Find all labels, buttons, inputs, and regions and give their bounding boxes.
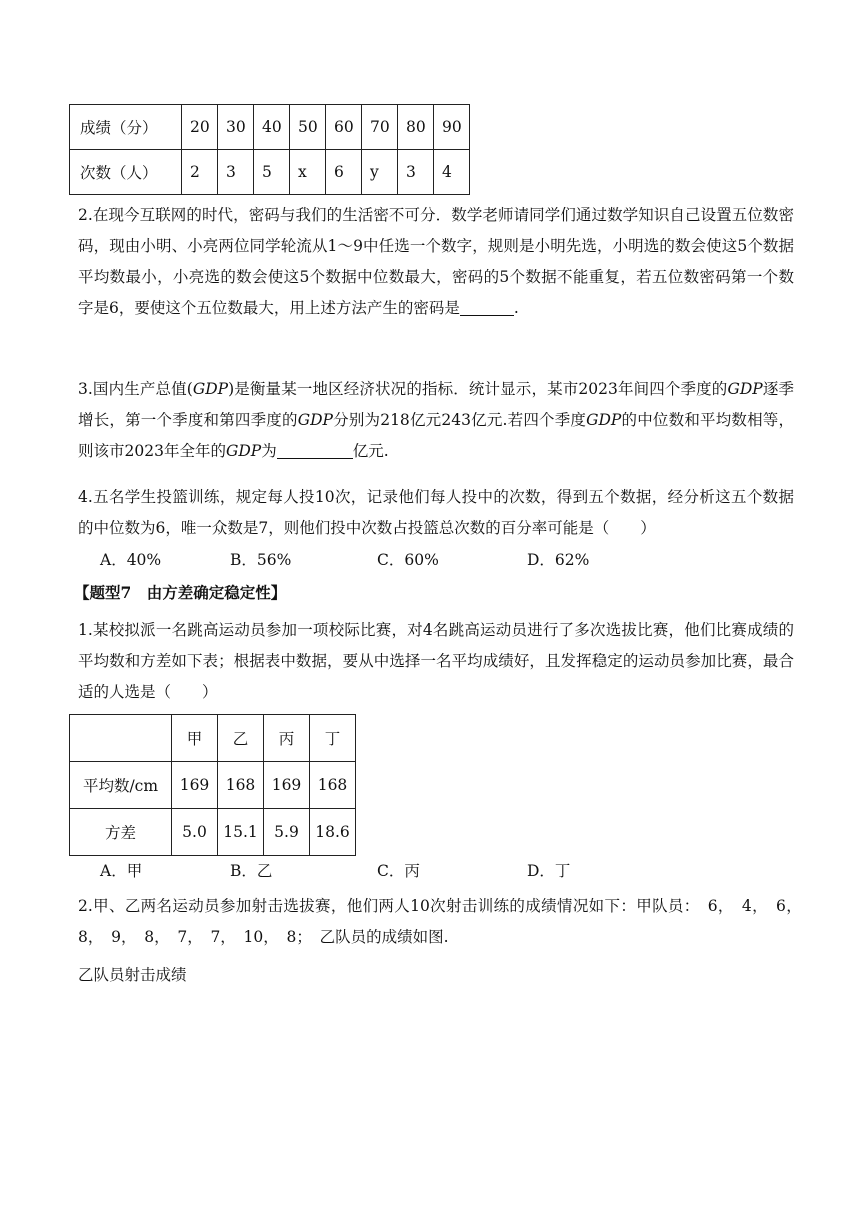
table-cell: 169 [172, 762, 218, 809]
section-heading: 【题型7 由方差确定稳定性】 [74, 583, 287, 602]
section-question-2: 2.甲、乙两名运动员参加射击选拔赛，他们两人10次射击训练的成绩情况如下：甲队员： 6， 4， 6， 8， 9， 8， 7， 7， 10， 8； 乙队员的成绩如图. [78, 897, 810, 946]
answer-blank [277, 443, 353, 460]
option-b: B．56% [230, 551, 292, 569]
table-cell: 15.1 [218, 809, 264, 856]
row-label: 平均数/cm [70, 762, 172, 809]
gdp-term: GDP [586, 411, 622, 429]
table-cell: 5.0 [172, 809, 218, 856]
table-header: 甲 [172, 715, 218, 762]
table-cell: 168 [218, 762, 264, 809]
question-2-text: 2.在现今互联网的时代，密码与我们的生活密不可分．数学老师请同学们通过数学知识自己设置五位数密码，现由小明、小亮两位同学轮流从1～9中任选一个数字，规则是小明先选，小明选的数会使这5个数据平均数最小，小亮选的数会使这5个数据中位数最大，密码的5个数据不能重复，若五位数密码第一个数字是6，要使这个五位数最大，用上述方法产生的密码是 [78, 206, 794, 317]
table-cell: 3 [398, 150, 434, 195]
score-frequency-table [69, 104, 470, 195]
table-cell: 60 [326, 105, 362, 150]
table-cell: 5.9 [264, 809, 310, 856]
question-4: 4.五名学生投篮训练，规定每人投10次，记录他们每人投中的次数，得到五个数据，经分析这五个数据的中位数为6，唯一众数是7，则他们投中次数占投篮总次数的百分率可能是（ ） [78, 488, 794, 537]
mean-variance-table [69, 714, 356, 856]
table-cell: 80 [398, 105, 434, 150]
question-2-end: . [513, 299, 519, 317]
table-row [70, 150, 470, 195]
table-cell: 168 [310, 762, 356, 809]
section-question-1-options [100, 858, 820, 884]
table-cell: 18.6 [310, 809, 356, 856]
gdp-term: GDP [727, 380, 763, 398]
gdp-term: GDP [192, 380, 229, 398]
table-row [70, 762, 356, 809]
option-d: D．62% [527, 551, 590, 569]
table-cell: 2 [182, 150, 218, 195]
table-cell: 20 [182, 105, 218, 150]
question-3 [78, 374, 794, 467]
option-b: B．乙 [230, 862, 273, 880]
table-cell: 169 [264, 762, 310, 809]
question-3-text: 逐季增长，第一个季度和第四季度的 [78, 380, 794, 429]
gdp-term: GDP [225, 442, 262, 460]
table-cell: 4 [434, 150, 470, 195]
question-3-text: 为 [261, 442, 277, 460]
option-a: A．40% [100, 551, 162, 569]
option-c: C．60% [377, 551, 439, 569]
question-3-text: 3.国内生产总值( [78, 380, 193, 398]
table-header: 丁 [310, 715, 356, 762]
figure-caption: 乙队员射击成绩 [78, 966, 187, 984]
table-cell: 50 [290, 105, 326, 150]
table-row [70, 715, 356, 762]
question-3-text: )是衡量某一地区经济状况的指标．统计显示，某市2023年间四个季度的 [228, 380, 728, 398]
table-cell: 90 [434, 105, 470, 150]
table-cell: 40 [254, 105, 290, 150]
table-header: 丙 [264, 715, 310, 762]
section-question-1: 1.某校拟派一名跳高运动员参加一项校际比赛，对4名跳高运动员进行了多次选拔比赛，他们比赛成绩的平均数和方差如下表；根据表中数据，要从中选择一名平均成绩好，且发挥稳定的运动员参加比赛，最合适的人选是（ ） [78, 621, 794, 701]
table-cell: x [290, 150, 326, 195]
table-cell: 5 [254, 150, 290, 195]
table-header: 乙 [218, 715, 264, 762]
table-cell: 6 [326, 150, 362, 195]
row-label: 方差 [70, 809, 172, 856]
answer-blank [460, 300, 514, 317]
table-cell: y [362, 150, 398, 195]
table-cell: 70 [362, 105, 398, 150]
question-2 [78, 200, 794, 324]
option-d: D．丁 [527, 862, 571, 880]
option-a: A．甲 [100, 862, 143, 880]
option-c: C．丙 [377, 862, 420, 880]
table-cell: 3 [218, 150, 254, 195]
table-row [70, 105, 470, 150]
question-3-text: 的中位数和平均数相等，则该市2023年全年的 [78, 411, 794, 460]
table-cell: 30 [218, 105, 254, 150]
question-3-text: 亿元. [352, 442, 389, 460]
question-4-options [100, 547, 820, 573]
row-label: 次数（人） [70, 150, 182, 195]
table-cell [70, 715, 172, 762]
row-label: 成绩（分） [70, 105, 182, 150]
question-3-text: 分别为218亿元243亿元.若四个季度 [332, 411, 587, 429]
gdp-term: GDP [297, 411, 333, 429]
table-row [70, 809, 356, 856]
